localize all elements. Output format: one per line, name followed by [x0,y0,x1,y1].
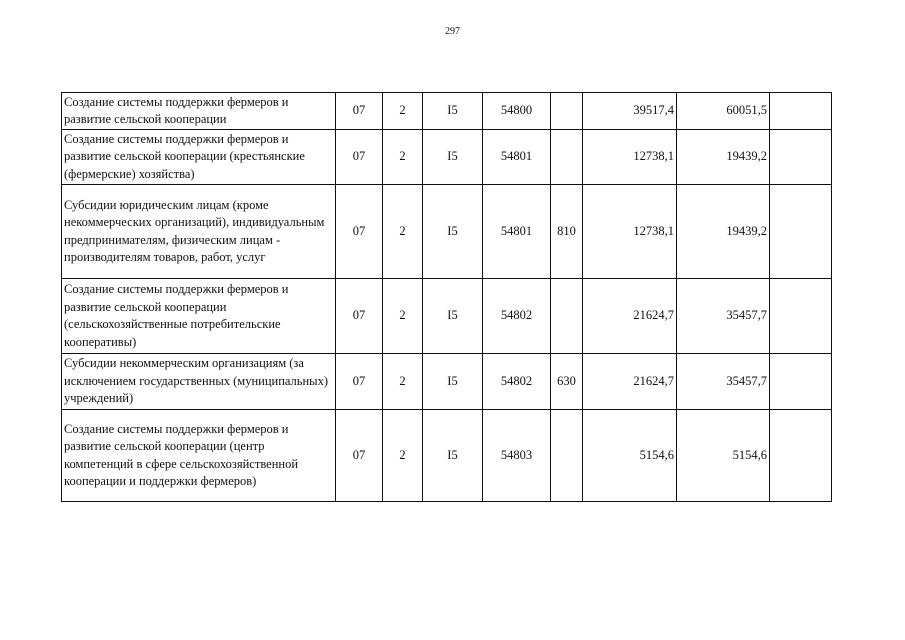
table-row [62,410,832,502]
section-cell: 07 [336,410,383,502]
code-cell: 54802 [483,279,551,354]
code-cell: 54801 [483,130,551,185]
program-cell: 2 [383,185,423,279]
program-cell: 2 [383,130,423,185]
table-row [62,185,832,279]
amount-2-cell: 60051,5 [677,93,770,130]
amount-1-cell: 21624,7 [583,279,677,354]
amount-2-cell: 5154,6 [677,410,770,502]
section-cell: 07 [336,279,383,354]
amount-2-cell: 35457,7 [677,279,770,354]
amount-1-cell: 39517,4 [583,93,677,130]
subprogram-cell: I5 [423,354,483,410]
code-cell: 54801 [483,185,551,279]
page-number: 297 [445,26,460,37]
code-cell: 54803 [483,410,551,502]
extra-cell [770,410,832,502]
row-name: Создание системы поддержки фермеров и развитие сельской кооперации [62,93,336,130]
expense-type-cell [551,93,583,130]
extra-cell [770,93,832,130]
table-row [62,354,832,410]
extra-cell [770,130,832,185]
subprogram-cell: I5 [423,279,483,354]
section-cell: 07 [336,130,383,185]
amount-2-cell: 19439,2 [677,130,770,185]
table-row [62,93,832,130]
extra-cell [770,185,832,279]
budget-table [61,92,832,502]
row-name: Субсидии некоммерческим организациям (за исключением государственных (муниципальных) учреждений) [62,354,336,410]
expense-type-cell: 810 [551,185,583,279]
program-cell: 2 [383,93,423,130]
subprogram-cell: I5 [423,185,483,279]
row-name: Субсидии юридическим лицам (кроме некоммерческих организаций), индивидуальным предпринимателям, физическим лицам - производителям товаров, работ, услуг [62,185,336,279]
row-name: Создание системы поддержки фермеров и развитие сельской кооперации (сельскохозяйственные потребительские кооперативы) [62,279,336,354]
amount-1-cell: 12738,1 [583,185,677,279]
extra-cell [770,354,832,410]
table-row [62,130,832,185]
code-cell: 54800 [483,93,551,130]
row-name: Создание системы поддержки фермеров и развитие сельской кооперации (центр компетенций в сфере сельскохозяйственной кооперации и поддержки фермеров) [62,410,336,502]
amount-1-cell: 12738,1 [583,130,677,185]
row-name: Создание системы поддержки фермеров и развитие сельской кооперации (крестьянские (фермерские) хозяйства) [62,130,336,185]
amount-1-cell: 21624,7 [583,354,677,410]
extra-cell [770,279,832,354]
subprogram-cell: I5 [423,410,483,502]
section-cell: 07 [336,354,383,410]
program-cell: 2 [383,410,423,502]
table-row [62,279,832,354]
program-cell: 2 [383,279,423,354]
subprogram-cell: I5 [423,130,483,185]
code-cell: 54802 [483,354,551,410]
expense-type-cell [551,279,583,354]
section-cell: 07 [336,93,383,130]
program-cell: 2 [383,354,423,410]
amount-2-cell: 19439,2 [677,185,770,279]
amount-1-cell: 5154,6 [583,410,677,502]
expense-type-cell: 630 [551,354,583,410]
subprogram-cell: I5 [423,93,483,130]
amount-2-cell: 35457,7 [677,354,770,410]
expense-type-cell [551,410,583,502]
section-cell: 07 [336,185,383,279]
expense-type-cell [551,130,583,185]
